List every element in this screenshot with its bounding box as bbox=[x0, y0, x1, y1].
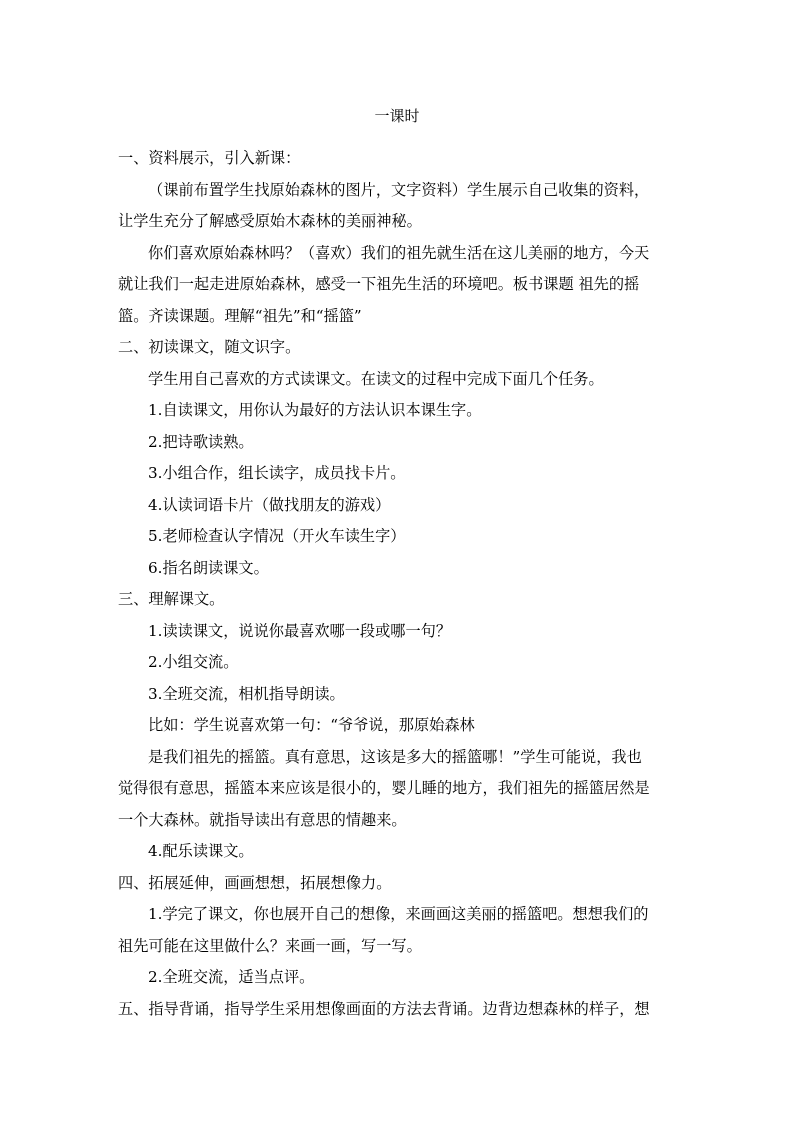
text-line: （课前布置学生找原始森林的图片，文字资料）学生展示自己收集的资料， bbox=[148, 180, 650, 199]
text-line: 一个大森林。就指导读出有意思的情趣来。 bbox=[118, 810, 407, 829]
text-line: 比如：学生说喜欢第一句：“爷爷说，那原始森林 bbox=[148, 716, 475, 734]
text-line: 一、资料展示，引入新课： bbox=[118, 149, 301, 167]
text-line: 3.全班交流，相机指导朗读。 bbox=[148, 684, 345, 703]
text-line: 1.读读课文，说说你最喜欢哪一段或哪一句？ bbox=[148, 621, 452, 640]
text-line: 学生用自己喜欢的方式读课文。在读文的过程中完成下面几个任务。 bbox=[148, 369, 604, 388]
text-line: 2.全班交流，适当点评。 bbox=[148, 968, 315, 986]
text-line: 祖先可能在这里做什么？来画一画，写一写。 bbox=[118, 936, 422, 955]
text-line: 2.把诗歌读熟。 bbox=[148, 432, 254, 451]
text-line: 你们喜欢原始森林吗？（喜欢）我们的祖先就生活在这儿美丽的地方，今天 bbox=[148, 243, 650, 262]
text-line: 6.指名朗读课文。 bbox=[148, 558, 269, 577]
text-line: 1.学完了课文，你也展开自己的想像，来画画这美丽的摇篮吧。想想我们的 bbox=[148, 905, 649, 923]
text-line: 二、初读课文，随文识字。 bbox=[118, 338, 301, 356]
text-line: 觉得很有意思，摇篮本来应该是很小的，婴儿睡的地方，我们祖先的摇篮居然是 bbox=[118, 779, 650, 797]
text-line: 3.小组合作，组长读字，成员找卡片。 bbox=[148, 464, 406, 482]
text-line: 五、指导背诵，指导学生采用想像画面的方法去背诵。边背边想森林的样子，想 bbox=[118, 999, 650, 1018]
text-line: 4.配乐读课文。 bbox=[148, 842, 254, 860]
text-line: 就让我们一起走进原始森林，感受一下祖先生活的环境吧。板书课题 祖先的摇 bbox=[118, 275, 640, 293]
lesson-title: 一课时 bbox=[374, 107, 420, 125]
lesson-body bbox=[118, 143, 678, 1025]
text-line: 2.小组交流。 bbox=[148, 653, 239, 671]
text-line: 四、拓展延伸，画画想想，拓展想像力。 bbox=[118, 873, 392, 892]
text-line: 1.自读课文，用你认为最好的方法认识本课生字。 bbox=[148, 401, 482, 419]
text-line: 三、理解课文。 bbox=[118, 590, 225, 608]
text-line: 4.认读词语卡片（做找朋友的游戏） bbox=[148, 495, 391, 514]
text-line: 是我们祖先的摇篮。真有意思，这该是多大的摇篮哪！”学生可能说，我也 bbox=[148, 747, 642, 766]
text-line: 篮。齐读课题。理解“祖先”和“摇篮” bbox=[118, 306, 362, 325]
text-line: 让学生充分了解感受原始木森林的美丽神秘。 bbox=[118, 212, 422, 230]
text-line: 5.老师检查认字情况（开火车读生字） bbox=[148, 527, 406, 545]
